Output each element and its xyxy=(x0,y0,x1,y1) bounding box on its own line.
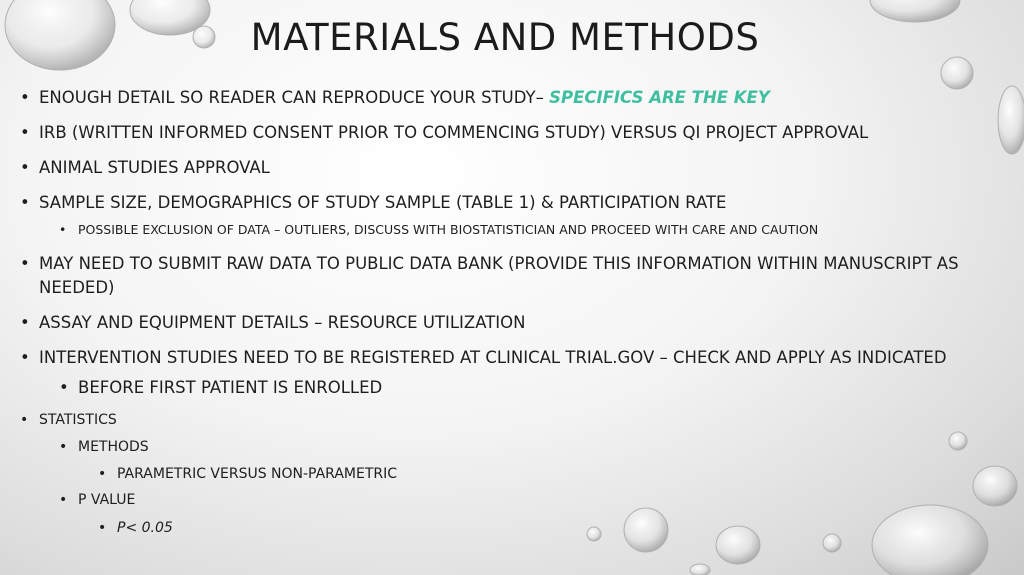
list-item xyxy=(20,158,270,177)
bullet-marker: • xyxy=(20,254,30,273)
item-text: STATISTICS xyxy=(39,412,117,428)
bullet-marker: • xyxy=(20,193,30,212)
bullet-marker: • xyxy=(20,123,30,142)
list-subsubitem xyxy=(98,466,397,482)
list-item xyxy=(20,254,959,273)
item-text-continued: NEEDED) xyxy=(39,278,115,297)
bullet-marker: • xyxy=(59,492,68,508)
bullet-marker: • xyxy=(20,88,30,107)
subsubitem-text: PARAMETRIC VERSUS NON-PARAMETRIC xyxy=(117,466,398,482)
bullet-marker: • xyxy=(59,439,68,455)
list-item xyxy=(20,193,726,212)
subitem-text: BEFORE FIRST PATIENT IS ENROLLED xyxy=(78,378,383,397)
list-item xyxy=(20,88,770,107)
bullet-marker: • xyxy=(20,348,30,367)
item-text: MAY NEED TO SUBMIT RAW DATA TO PUBLIC DATA BANK (PROVIDE THIS INFORMATION WITHIN MANUSCRIPT AS xyxy=(39,254,959,273)
item-text: IRB (WRITTEN INFORMED CONSENT PRIOR TO COMMENCING STUDY) VERSUS QI PROJECT APPROVAL xyxy=(39,123,869,142)
subitem-text: METHODS xyxy=(78,439,149,455)
bullet-marker: • xyxy=(59,378,69,397)
bullet-marker: • xyxy=(20,158,30,177)
list-subitem xyxy=(59,378,382,397)
list-subitem xyxy=(59,439,149,455)
item-text: SAMPLE SIZE, DEMOGRAPHICS OF STUDY SAMPLE (TABLE 1) & PARTICIPATION RATE xyxy=(39,193,727,212)
item-text: ENOUGH DETAIL SO READER CAN REPRODUCE YOUR STUDY– xyxy=(39,88,544,107)
list-subsubitem xyxy=(98,520,173,536)
bullet-marker: • xyxy=(98,466,107,482)
item-text: ASSAY AND EQUIPMENT DETAILS – RESOURCE UTILIZATION xyxy=(39,313,526,332)
subitem-text: P VALUE xyxy=(78,492,136,508)
slide-title: MATERIALS AND METHODS xyxy=(250,16,760,59)
list-item xyxy=(20,123,868,142)
list-item xyxy=(20,412,117,428)
subitem-text: POSSIBLE EXCLUSION OF DATA – OUTLIERS, DISCUSS WITH BIOSTATISTICIAN AND PROCEED WITH CARE AND CAUTION xyxy=(78,222,819,237)
list-subitem xyxy=(59,492,135,508)
bullet-marker: • xyxy=(20,313,30,332)
bullet-marker: • xyxy=(20,412,29,428)
subsubitem-text: P< 0.05 xyxy=(117,520,173,536)
list-subitem xyxy=(59,222,818,237)
item-accent-text: SPECIFICS ARE THE KEY xyxy=(549,88,770,107)
bullet-marker: • xyxy=(59,222,67,237)
list-item-continuation xyxy=(39,278,114,297)
item-text: ANIMAL STUDIES APPROVAL xyxy=(39,158,270,177)
item-text: INTERVENTION STUDIES NEED TO BE REGISTERED AT CLINICAL TRIAL.GOV – CHECK AND APPLY AS INDICATED xyxy=(39,348,947,367)
bullet-marker: • xyxy=(98,520,107,536)
list-item xyxy=(20,313,526,332)
list-item xyxy=(20,348,947,367)
